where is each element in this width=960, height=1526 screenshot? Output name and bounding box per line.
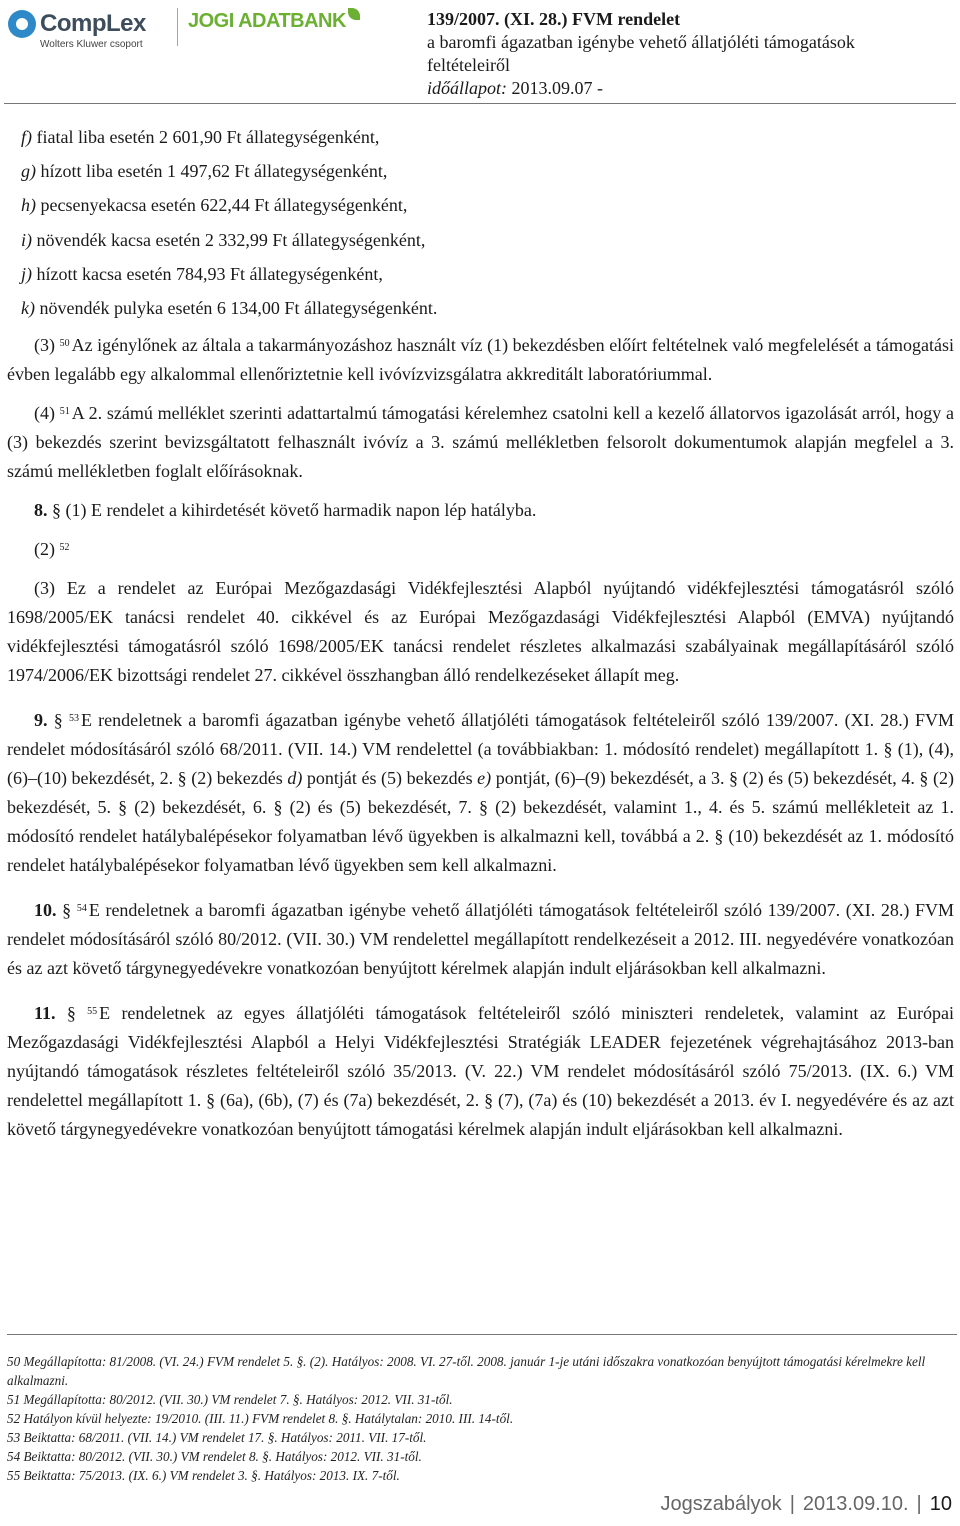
footnote: 55 Beiktatta: 75/2013. (IX. 6.) VM rendelet 3. §. Hatályos: 2013. IX. 7-től. [7,1468,400,1483]
section-8-paragraph-3: (3) Ez a rendelet az Európai Mezőgazdasági Vidékfejlesztési Alapból nyújtandó vidékfejlesztési támogatásról szóló 1698/2005/EK tanácsi rendelet 40. cikkével és az Európai Mezőgazdasági Vidékfejlesztési Alapból (EMVA) nyújtandó vidékfejlesztési támogatásról szóló 1698/2005/EK tanácsi rendelet részletes alkalmazási szabályainak megállapításáról szóló 1974/2006/EK bizottsági rendelet 27. cikkével összhangban álló rendelkezéseket állapít meg. [7,578,954,686]
list-item: f) fiatal liba esetén 2 601,90 Ft állategységenként, [21,127,380,147]
jogi-adatbank-logo-name: JOGI ADATBANK [188,10,346,32]
document-subtitle-line1: a baromfi ágazatban igénybe vehető állatjóléti támogatások [427,32,855,52]
footnote-ref: 54 [76,903,87,915]
list-item: g) hízott liba esetén 1 497,62 Ft állategységenként, [21,161,388,182]
page-header [0,0,960,104]
document-state [427,77,855,100]
footer-date: 2013.09.10. [802,1493,909,1515]
footer-separator: | [789,1493,795,1515]
footnote-ref: 53 [68,713,79,725]
footnotes [7,1352,947,1485]
page-footer [661,1493,953,1516]
document-subtitle-line2: feltételeiről [427,55,510,75]
section-11: 11. § $^{55}$ E rendeletnek az egyes állatjóléti támogatások feltételeiről szóló miniszteri rendeletek, valamint az Európai Mezőgazdasági Vidékfejlesztési Alapból a Helyi Vidékfejlesztési Stratégiák LEADER fejezetének végrehajtásához 2013-ban nyújtandó támogatások részletes feltételeiről szóló 35/2013. (V. 22.) VM rendelet módosításáról szóló 75/2013. (IX. 6.) VM rendelettel megállapított 1. § (6a), (6b), (7) és (7a) bekezdését, 2. § (7), (7a) és (10) bekezdését a 2013. év I. negyedévére és az azt követő tárgynegyedévekre vonatkozóan benyújtott támogatási kérelmek alapján indult eljárásokban kell alkalmazni. [7,1003,955,1140]
section-8: 8. § (1) E rendelet a kihirdetését követő harmadik napon lép hatályba. [34,500,537,521]
footnote-rule [7,1334,957,1335]
footnote: 50 Megállapította: 81/2008. (VI. 24.) FVM rendelet 5. §. (2). Hatályos: 2008. VI. 27-től. 2008. január 1-je utáni időszakra vonatkozóan benyújtott támogatási kérelmekre kell alkalmazni. [7,1354,926,1388]
list-item: j) hízott kacsa esetén 784,93 Ft állategységenként, [21,263,383,284]
footer-site: Jogszabályok [660,1493,782,1515]
section-9: 9. § $^{53}$ E rendeletnek a baromfi ágazatban igénybe vehető állatjóléti támogatások feltételeiről szóló 139/2007. (XI. 28.) FVM rendelet módosításáról szóló 68/2011. (VII. 14.) VM rendelettel (a továbbiakban: 1. módosító rendelet) megállapított 1. § (1), (4), (6)–(10) bekezdését, 2. § (2) bekezdés d) pontját és (5) bekezdés e) pontját, (6)–(9) bekezdését, a 3. § (2) és (5) bekezdését, 4. § (2) bekezdését, 5. § (2) bekezdését, 6. § (2) és (5) bekezdését, 7. § (2) bekezdését, valamint 1., 4. és 5. számú mellékleteit az 1. módosító rendelet hatálybalépésekor folyamatban lévő ügyekben is alkalmazni kell, továbbá a 2. § (10) bekezdését az 1. módosító rendelet hatálybalépésekor folyamatban lévő ügyekben sem kell alkalmazni. [7,710,955,876]
footnote-ref: 51 [59,406,70,418]
section-10: 10. § $^{54}$ E rendeletnek a baromfi ágazatban igénybe vehető állatjóléti támogatások feltételeiről szóló 139/2007. (XI. 28.) FVM rendelet módosításáról szóló 80/2012. (VII. 30.) VM rendelettel megállapított rendelkezéseit a 2012. III. negyedévére vonatkozóan és az azt követő tárgynegyedévekre vonatkozóan benyújtott kérelmek alapján indult eljárásokban kell alkalmazni. [7,900,955,979]
jogi-adatbank-logo [188,10,360,33]
list-item: k) növendék pulyka esetén 6 134,00 Ft állategységenként. [21,298,438,319]
document-state-label: időállapot: [427,78,507,98]
page-number: 10 [929,1493,952,1515]
footer-separator: | [916,1493,922,1515]
footnote: 52 Hatályon kívül helyezte: 19/2010. (III. 11.) FVM rendelet 8. §. Hatálytalan: 2010. III. 14-től. [7,1411,514,1426]
document-reference [427,8,855,100]
complex-logo [8,8,158,50]
paragraph-3: (3) $^{50}$ Az igénylőnek az általa a takarmányozáshoz használt víz (1) bekezdésben előírt feltételnek való megfelelését a támogatási évben legalább egy alkalommal ellenőriztetnie kell ivóvízvizsgálatra akkreditált laboratóriummal. [7,335,954,385]
footnote-ref: 52 [59,542,70,554]
complex-logo-name: CompLex [40,10,146,37]
footnote-ref: 55 [87,1006,98,1018]
complex-logo-icon [8,10,36,38]
footnote: 51 Megállapította: 80/2012. (VII. 30.) VM rendelet 7. §. Hatályos: 2012. VII. 31-től. [7,1392,453,1407]
footnote: 54 Beiktatta: 80/2012. (VII. 30.) VM rendelet 8. §. Hatályos: 2012. VII. 31-től. [7,1449,422,1464]
footnote: 53 Beiktatta: 68/2011. (VII. 14.) VM rendelet 17. §. Hatályos: 2011. VII. 17-től. [7,1430,427,1445]
leaf-icon [348,8,360,20]
list-item: i) növendék kacsa esetén 2 332,99 Ft állategységenként, [21,229,426,250]
document-state-value: 2013.09.07 - [511,78,603,98]
document-body [7,120,954,1144]
paragraph-4: (4) $^{51}$ A 2. számú melléklet szerinti adattartalmú támogatási kérelemhez csatolni kell a kezelő állatorvos igazolását arról, hogy a (3) bekezdés szerint bevizsgáltatott felhasznált ivóvíz a 3. számú mellékletben felsorolt dokumentumok alapján megfelel a 3. számú mellékletben foglalt előírásoknak. [7,403,954,482]
footnote-ref: 50 [59,338,70,350]
list-item: h) pecsenyekacsa esetén 622,44 Ft állategységenként, [21,195,408,216]
logo-divider [177,8,178,46]
document-title: 139/2007. (XI. 28.) FVM rendelet [427,9,681,29]
section-8-paragraph-2: (2) $^{52}$ [34,539,70,560]
complex-logo-subtitle: Wolters Kluwer csoport [40,39,143,50]
header-rule [4,103,956,104]
